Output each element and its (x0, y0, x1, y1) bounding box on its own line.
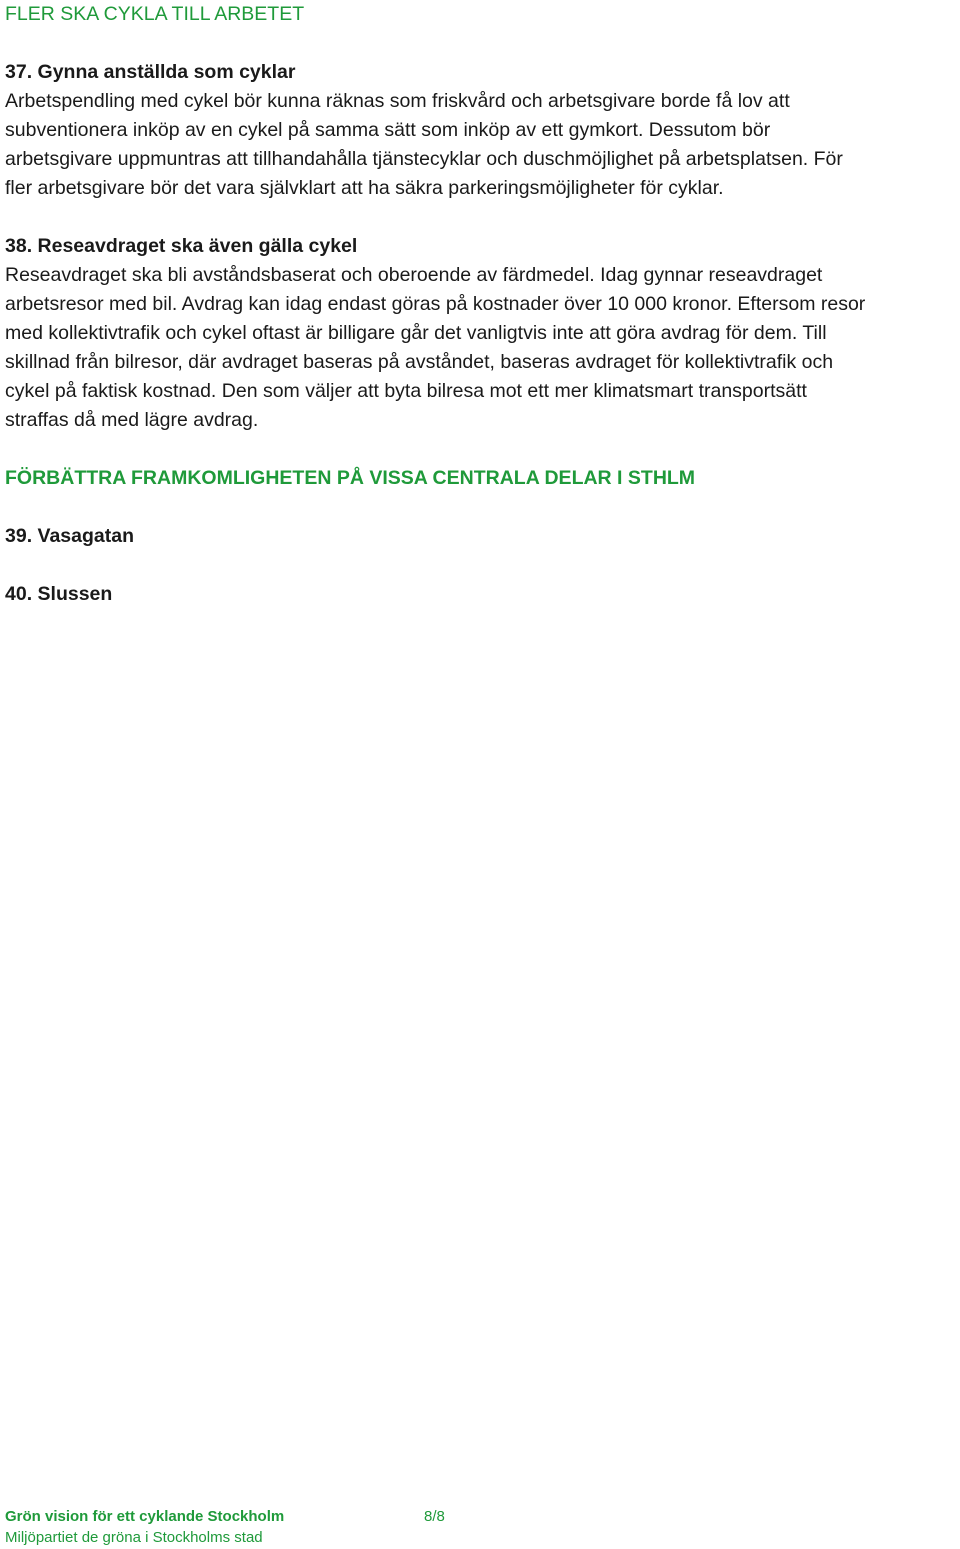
item-40-title: 40. Slussen (5, 583, 113, 605)
item-38-line: straffas då med lägre avdrag. (5, 409, 259, 431)
spacer (5, 493, 957, 522)
item-38-title: 38. Reseavdraget ska även gälla cykel (5, 235, 358, 257)
spacer (5, 551, 957, 580)
footer-page-number: 8/8 (424, 1508, 445, 1525)
item-37-line: Arbetspendling med cykel bör kunna räknas som friskvård och arbetsgivare borde få lov att (5, 90, 790, 112)
item-37-line: subventionera inköp av en cykel på samma sätt som inköp av ett gymkort. Dessutom bör (5, 119, 771, 141)
document-page (5, 0, 957, 609)
item-38-line: cykel på faktisk kostnad. Den som väljer att byta bilresa mot ett mer klimatsmart transportsätt (5, 380, 807, 402)
footer-party-name: Miljöpartiet de gröna i Stockholms stad (5, 1529, 263, 1546)
item-37-line: arbetsgivare uppmuntras att tillhandahålla tjänstecyklar och duschmöjlighet på arbetsplatsen. För (5, 148, 843, 170)
section-heading-accessibility: FÖRBÄTTRA FRAMKOMLIGHETEN PÅ VISSA CENTRALA DELAR I STHLM (5, 467, 696, 489)
spacer (5, 29, 957, 58)
item-37-title: 37. Gynna anställda som cyklar (5, 61, 296, 83)
item-37-line: fler arbetsgivare bör det vara självklart att ha säkra parkeringsmöjligheter för cyklar. (5, 177, 724, 199)
item-38-line: Reseavdraget ska bli avståndsbaserat och oberoende av färdmedel. Idag gynnar reseavdraget (5, 264, 823, 286)
page-footer (5, 1506, 605, 1548)
spacer (5, 435, 957, 464)
item-38-line: skillnad från bilresor, där avdraget baseras på avståndet, baseras avdraget för kollektivtrafik och (5, 351, 834, 373)
footer-title-row (5, 1506, 605, 1527)
section-heading-cycle-to-work: FLER SKA CYKLA TILL ARBETET (5, 3, 305, 25)
spacer (5, 203, 957, 232)
item-38-line: arbetsresor med bil. Avdrag kan idag endast göras på kostnader över 10 000 kronor. Eftersom resor (5, 293, 866, 315)
item-38-body (5, 261, 957, 435)
item-38-line: med kollektivtrafik och cykel oftast är billigare går det vanligtvis inte att göra avdrag för dem. Till (5, 322, 827, 344)
item-37-body (5, 87, 957, 203)
item-39-title: 39. Vasagatan (5, 525, 134, 547)
footer-document-title: Grön vision för ett cyklande Stockholm (5, 1508, 285, 1525)
